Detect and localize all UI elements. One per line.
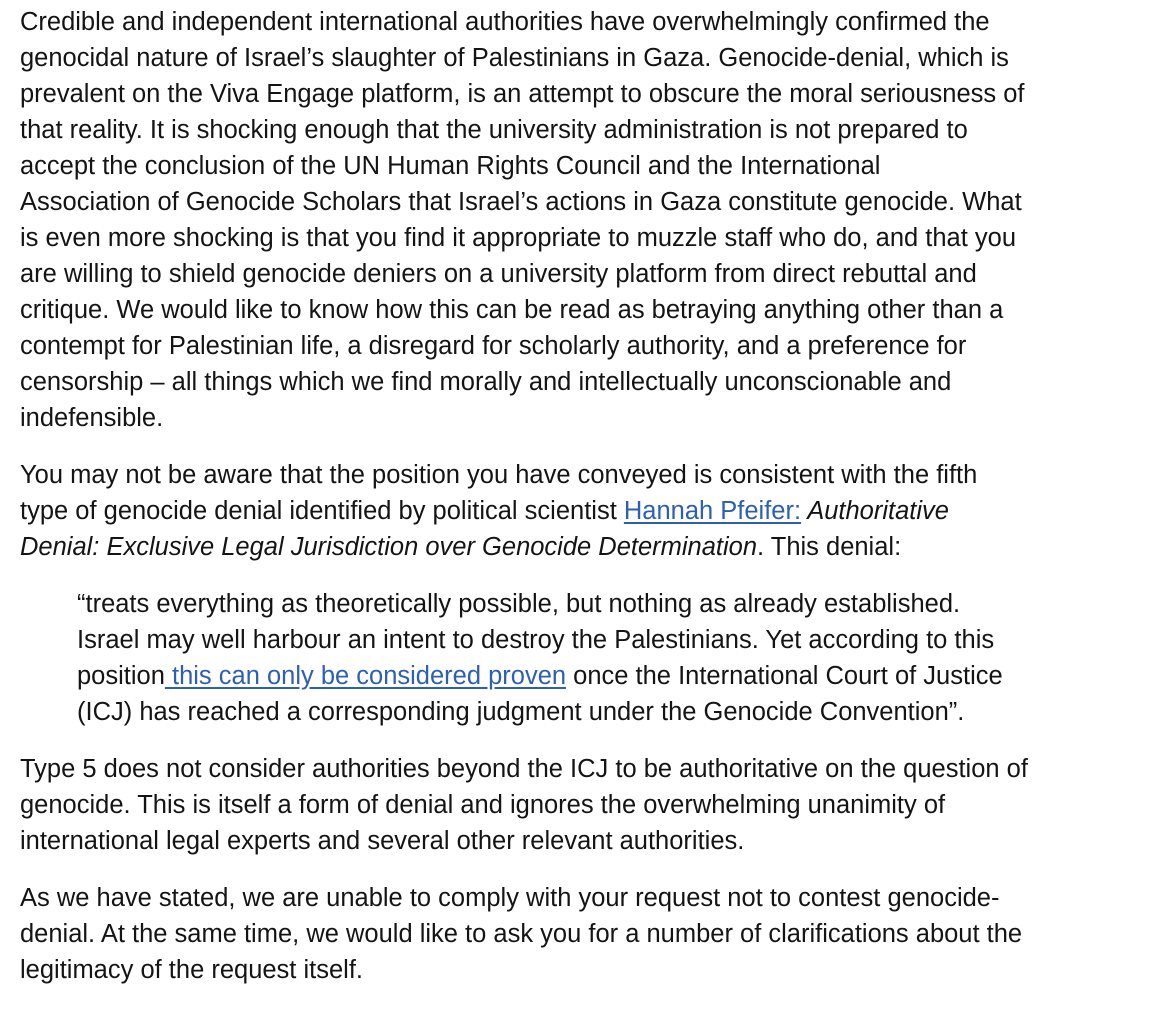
text-line: Association of Genocide Scholars that Israel’s actions in Gaza constitute genocide. What — [20, 188, 1022, 216]
text-line — [20, 529, 1140, 565]
text-line: Credible and independent international authorities have overwhelmingly confirmed the — [20, 8, 990, 36]
paragraph-3 — [20, 751, 1140, 859]
text-span: type of genocide denial identified by political scientist — [20, 497, 624, 525]
text-line — [20, 493, 1140, 529]
text-line: censorship – all things which we find morally and intellectually unconscionable and — [20, 368, 952, 396]
text-line: denial. At the same time, we would like to ask you for a number of clarifications about the — [20, 920, 1023, 948]
text-line: Type 5 does not consider authorities beyond the ICJ to be authoritative on the question of — [20, 755, 1028, 783]
text-span: . This denial: — [757, 533, 902, 561]
text-line: You may not be aware that the position you have conveyed is consistent with the fifth — [20, 461, 978, 489]
text-span: position — [77, 662, 165, 690]
text-line: critique. We would like to know how this can be read as betraying anything other than a — [20, 296, 1004, 324]
text-line: genocidal nature of Israel’s slaughter of Palestinians in Gaza. Genocide-denial, which is — [20, 44, 1009, 72]
hannah-pfeifer-link[interactable]: Hannah Pfeifer: — [623, 497, 802, 525]
text-span: once the International Court of Justice — [566, 662, 1003, 690]
block-quote — [77, 586, 1140, 730]
considered-proven-link[interactable]: this can only be considered proven — [164, 662, 567, 690]
text-line: genocide. This is itself a form of denial and ignores the overwhelming unanimity of — [20, 791, 946, 819]
text-line: As we have stated, we are unable to comply with your request not to contest genocide- — [20, 884, 1000, 912]
paragraph-1 — [20, 4, 1140, 436]
source-title-part: Authoritative — [801, 497, 949, 525]
paragraph-2 — [20, 457, 1140, 565]
quote-line: “treats everything as theoretically possible, but nothing as already established. — [77, 590, 961, 618]
quote-line: (ICJ) has reached a corresponding judgment under the Genocide Convention”. — [77, 698, 965, 726]
text-line: legitimacy of the request itself. — [20, 956, 363, 984]
paragraph-4 — [20, 880, 1140, 988]
text-line: contempt for Palestinian life, a disregard for scholarly authority, and a preference for — [20, 332, 967, 360]
text-line: indefensible. — [20, 404, 164, 432]
quote-line — [77, 658, 1140, 694]
text-line: prevalent on the Viva Engage platform, is an attempt to obscure the moral seriousness of — [20, 80, 1025, 108]
text-line: is even more shocking is that you find it appropriate to muzzle staff who do, and that you — [20, 224, 1017, 252]
text-line: are willing to shield genocide deniers on a university platform from direct rebuttal and — [20, 260, 977, 288]
source-title-part: Denial: Exclusive Legal Jurisdiction over Genocide Determination — [20, 533, 758, 561]
quote-line: Israel may well harbour an intent to destroy the Palestinians. Yet according to this — [77, 626, 995, 654]
text-line: accept the conclusion of the UN Human Rights Council and the International — [20, 152, 881, 180]
text-line: that reality. It is shocking enough that the university administration is not prepared to — [20, 116, 968, 144]
text-line: international legal experts and several other relevant authorities. — [20, 827, 745, 855]
